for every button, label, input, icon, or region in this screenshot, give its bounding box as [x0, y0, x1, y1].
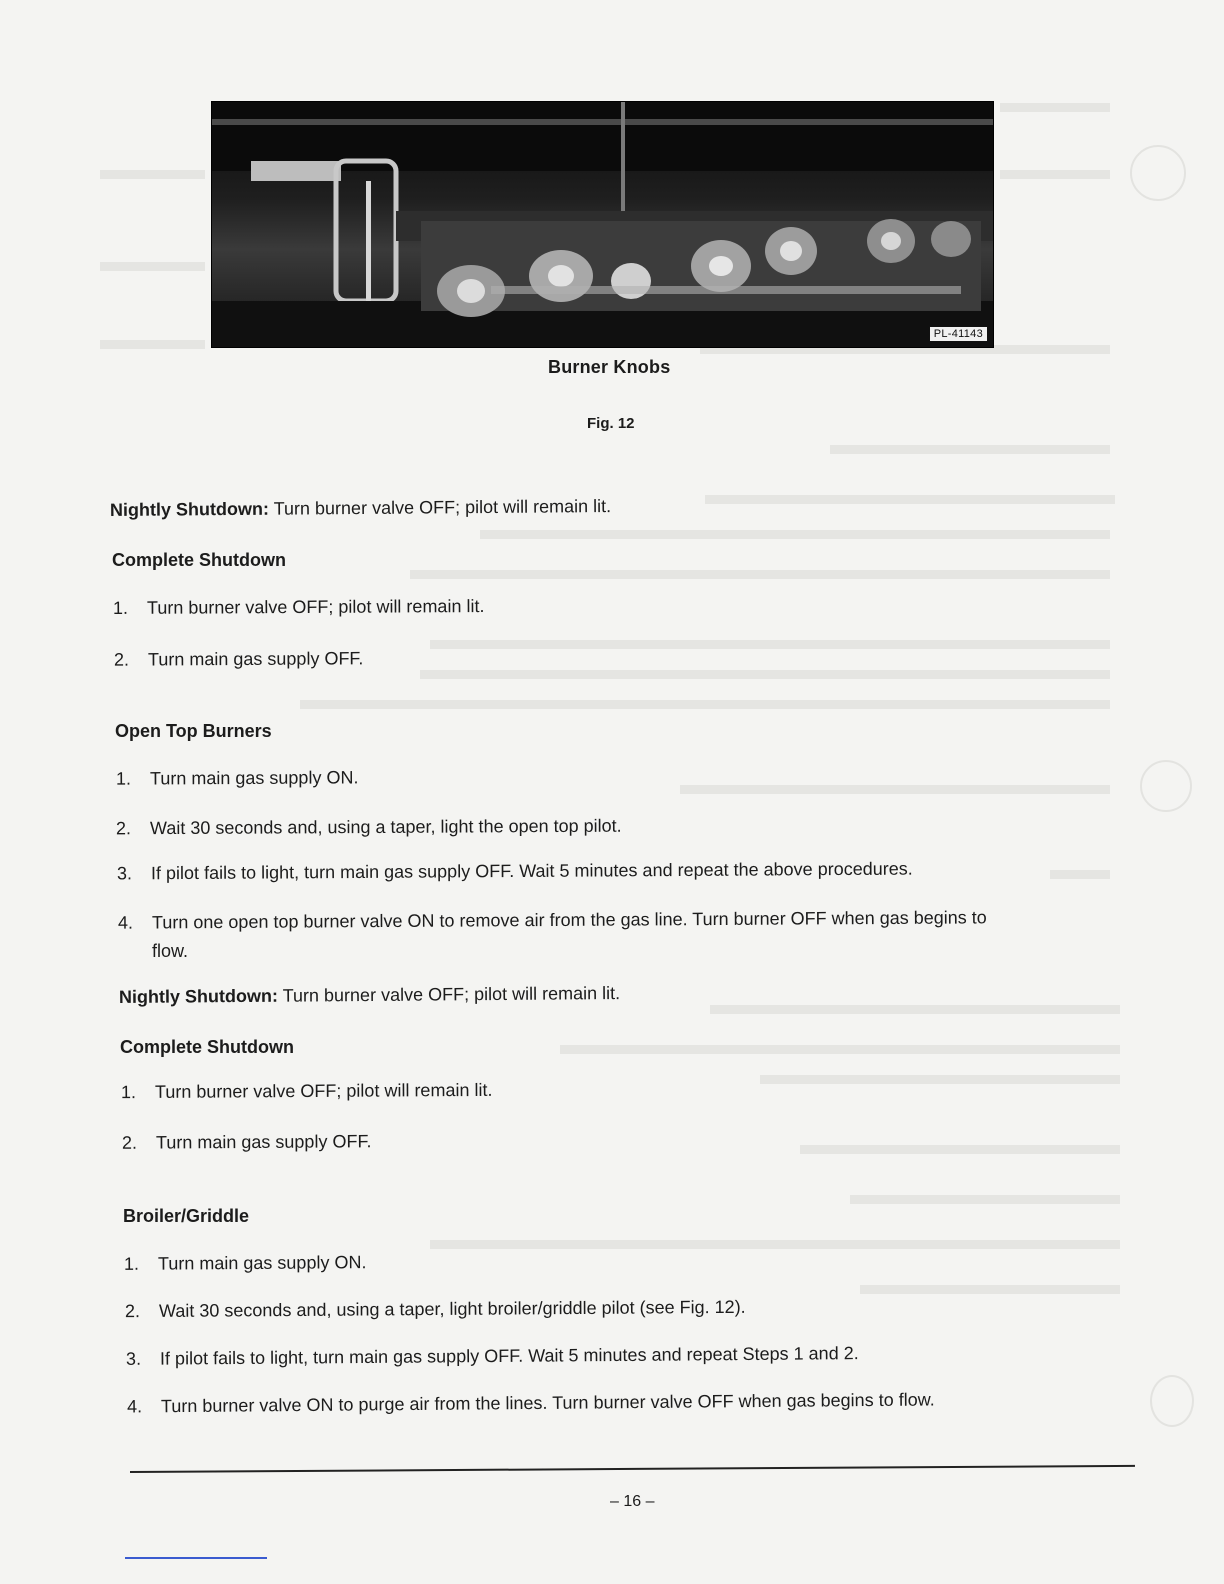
step-number: 3. — [116, 863, 133, 884]
step-text: If pilot fails to light, turn main gas supply OFF. Wait 5 minutes and repeat the above procedures. — [150, 858, 913, 884]
bleed-through — [100, 262, 205, 271]
figure-label: Fig. 12 — [587, 415, 635, 432]
step-number: 2. — [113, 649, 130, 670]
step-number: 2. — [121, 1132, 138, 1153]
bleed-through — [830, 445, 1110, 454]
burner-knobs-photo — [211, 101, 994, 348]
bleed-through — [760, 1075, 1120, 1084]
step-text: If pilot fails to light, turn main gas supply OFF. Wait 5 minutes and repeat Steps 1 and 2. — [159, 1343, 859, 1369]
bleed-through — [100, 340, 205, 349]
nightly-shutdown-note — [110, 496, 611, 521]
step-continuation: flow. — [152, 941, 189, 961]
bleed-through — [560, 1045, 1120, 1054]
step-number: 1. — [112, 597, 129, 618]
step-number: 4. — [126, 1396, 143, 1417]
step-number: 1. — [123, 1253, 140, 1274]
step-number: 3. — [125, 1348, 142, 1369]
complete-shutdown-heading: Complete Shutdown — [112, 550, 286, 570]
list-item — [121, 1080, 493, 1103]
step-text: Turn main gas supply OFF. — [155, 1131, 372, 1153]
bleed-through — [1000, 170, 1110, 179]
list-item — [127, 1389, 935, 1417]
step-number: 1. — [115, 768, 132, 789]
figure-caption: Burner Knobs — [548, 357, 671, 377]
bleed-through — [100, 170, 205, 179]
list-item — [116, 767, 359, 789]
step-text: Wait 30 seconds and, using a taper, light broiler/griddle pilot (see Fig. 12). — [158, 1296, 746, 1321]
list-item — [116, 816, 622, 840]
list-item — [114, 648, 364, 670]
list-item — [113, 596, 485, 619]
step-number: 2. — [115, 818, 132, 839]
bleed-through — [705, 495, 1115, 504]
step-number: 4. — [117, 912, 134, 933]
step-text: Wait 30 seconds and, using a taper, light the open top pilot. — [149, 815, 622, 839]
bleed-through — [480, 530, 1110, 539]
complete-shutdown-heading: Complete Shutdown — [120, 1037, 294, 1057]
bleed-through — [430, 1240, 1120, 1249]
open-top-burners-heading: Open Top Burners — [115, 721, 272, 741]
bleed-through — [680, 785, 1110, 794]
step-number: 1. — [120, 1082, 137, 1103]
bleed-through — [800, 1145, 1120, 1154]
step-number: 2. — [124, 1301, 141, 1322]
bleed-through — [300, 700, 1110, 709]
bleed-through — [850, 1195, 1120, 1204]
bleed-through — [430, 640, 1110, 649]
broiler-griddle-heading: Broiler/Griddle — [123, 1206, 250, 1226]
step-text: Turn burner valve ON to purge air from the lines. Turn burner valve OFF when gas begins to flow. — [160, 1389, 935, 1417]
list-item — [125, 1297, 746, 1322]
burner-knobs-illustration — [211, 101, 994, 348]
list-item — [126, 1343, 859, 1370]
bleed-through — [1050, 870, 1110, 879]
nightly-shutdown-text: Turn burner valve OFF; pilot will remain lit. — [268, 496, 612, 519]
step-text: Turn main gas supply ON. — [149, 767, 359, 789]
nightly-shutdown-label: Nightly Shutdown: — [118, 985, 279, 1007]
list-item — [122, 1131, 372, 1154]
step-text: Turn one open top burner valve ON to remove air from the gas line. Turn burner OFF when gas begins to — [151, 907, 987, 933]
bleed-through — [1000, 103, 1110, 112]
blue-underline-mark — [125, 1557, 267, 1559]
nightly-shutdown-label: Nightly Shutdown: — [109, 498, 270, 520]
footer-rule — [130, 1465, 1135, 1473]
step-text: Turn burner valve OFF; pilot will remain lit. — [154, 1079, 493, 1102]
binder-hole — [1140, 760, 1192, 812]
bleed-through — [420, 670, 1110, 679]
list-item — [117, 859, 913, 885]
bleed-through — [410, 570, 1110, 579]
step-text: Turn main gas supply OFF. — [147, 648, 364, 670]
nightly-shutdown-note — [119, 983, 620, 1008]
nightly-shutdown-text: Turn burner valve OFF; pilot will remain lit. — [277, 983, 621, 1006]
list-item — [118, 907, 987, 933]
photo-reference-tag: PL-41143 — [929, 326, 988, 342]
bleed-through — [860, 1285, 1120, 1294]
bleed-through — [710, 1005, 1120, 1014]
binder-hole — [1150, 1375, 1194, 1427]
binder-hole — [1130, 145, 1186, 201]
page-number: – 16 – — [610, 1493, 655, 1510]
step-text: Turn main gas supply ON. — [157, 1252, 367, 1274]
step-text: Turn burner valve OFF; pilot will remain lit. — [146, 596, 485, 618]
list-item — [124, 1252, 367, 1275]
